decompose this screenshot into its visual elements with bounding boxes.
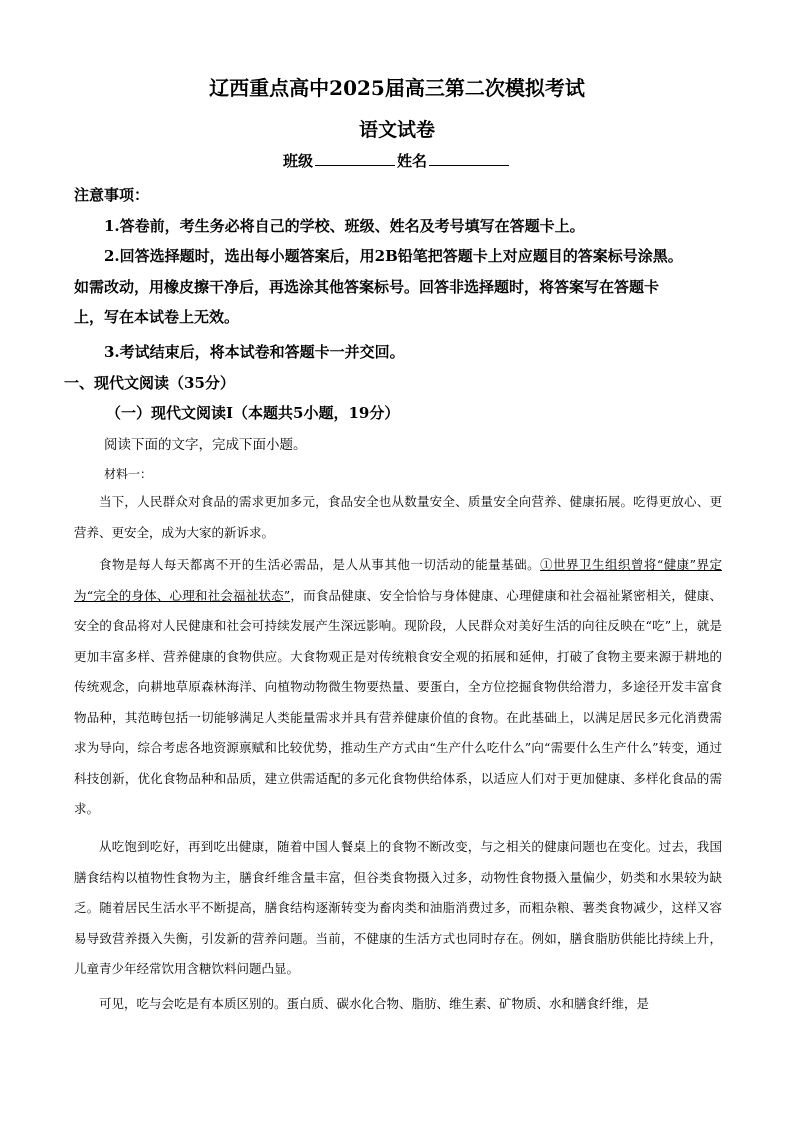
notice-heading: 注意事项： xyxy=(74,186,150,204)
material-paragraph-3: 从吃饱到吃好，再到吃出健康，随着中国人餐桌上的食物不断改变，与之相关的健康问题也在变化。过去，我国膳食结构以植物性食物为主，膳食纤维含量丰富，但谷类食物摄入过多，动物性食物摄入量偏少，奶类和水果较为缺乏。随着居民生活水平不断提高，膳食结构逐渐转变为畜肉类和油脂消费过多，而粗杂粮、薯类食物减少，这样又容易导致营养摄入失衡，引发新的营养问题。当前，不健康的生活方式也同时存在。例如，膳食脂肪供能比持续上升，儿童青少年经常饮用含糖饮料问题凸显。 xyxy=(74,839,722,976)
reading-instruction: 阅读下面的文字，完成下面小题。 xyxy=(104,437,307,453)
class-label: 班级 xyxy=(282,152,313,170)
paragraph-2-text-a: 食物是每人每天都离不开的生活必需品，是人从事其他一切活动的能量基础。 xyxy=(99,557,541,572)
notice-item-2-line-1: 2.回答选择题时，选出每小题答案后，用2B铅笔把答题卡上对应题目的答案标号涂黑。 xyxy=(104,247,683,265)
section-subtitle: （一）现代文阅读Ⅰ（本题共5小题，19分） xyxy=(106,404,400,422)
exam-title: 辽西重点高中2025届高三第二次模拟考试 xyxy=(209,76,585,100)
material-paragraph-4: 可见，吃与会吃是有本质区别的。蛋白质、碳水化合物、脂肪、维生素、矿物质、水和膳食纤维，是 xyxy=(99,996,650,1011)
section-title: 一、现代文阅读（35分） xyxy=(64,374,235,392)
paragraph-2-text-b: ，而食品健康、安全恰恰与身体健康、心理健康和社会福祉紧密相关，健康、安全的食品将对人民健康和社会可持续发展产生深远影响。现阶段，人民群众对美好生活的向往反映在“吃”上，就是更加丰富多样、营养健康的食物供应。大食物观正是对传统粮食安全观的拓展和延伸，打破了食物主要来源于耕地的传统观念，向耕地草原森林海洋、向植物动物微生物要热量、要蛋白，全方位挖掘食物供给潜力，多途径开发丰富食物品种，其范畴包括一切能够满足人类能量需求并具有营养健康价值的食物。在此基础上，以满足居民多元化消费需求为导向，综合考虑各地资源禀赋和比较优势，推动生产方式由“生产什么吃什么”向“需要什么生产什么”转变，通过科技创新，优化食物品种和品质，建立供需适配的多元化食物供给体系，以适应人们对于更加健康、多样化食品的需求。 xyxy=(74,587,722,816)
material-paragraph-2 xyxy=(74,550,722,825)
underlined-sentence-1: ①世界卫生组织曾将“健康”界定为“完全的身体、心理和社会福祉状态” xyxy=(74,557,722,603)
name-label: 姓名 xyxy=(397,152,428,170)
class-name-line xyxy=(0,150,794,171)
notice-item-2-line-3: 上，写在本试卷上无效。 xyxy=(74,308,240,326)
notice-item-2-line-2: 如需改动，用橡皮擦干净后，再选涂其他答案标号。回答非选择题时，将答案写在答题卡 xyxy=(74,278,660,296)
notice-item-1: 1.答卷前，考生务必将自己的学校、班级、姓名及考号填写在答题卡上。 xyxy=(104,217,585,235)
class-blank xyxy=(315,151,395,166)
notice-item-3: 3.考试结束后，将本试卷和答题卡一并交回。 xyxy=(104,343,405,361)
name-blank xyxy=(429,151,509,166)
material-paragraph-1: 当下，人民群众对食品的需求更加多元，食品安全也从数量安全、质量安全向营养、健康拓展。吃得更放心、更营养、更安全，成为大家的新诉求。 xyxy=(74,494,722,540)
material-label: 材料一： xyxy=(104,467,153,481)
exam-subtitle: 语文试卷 xyxy=(358,119,435,141)
